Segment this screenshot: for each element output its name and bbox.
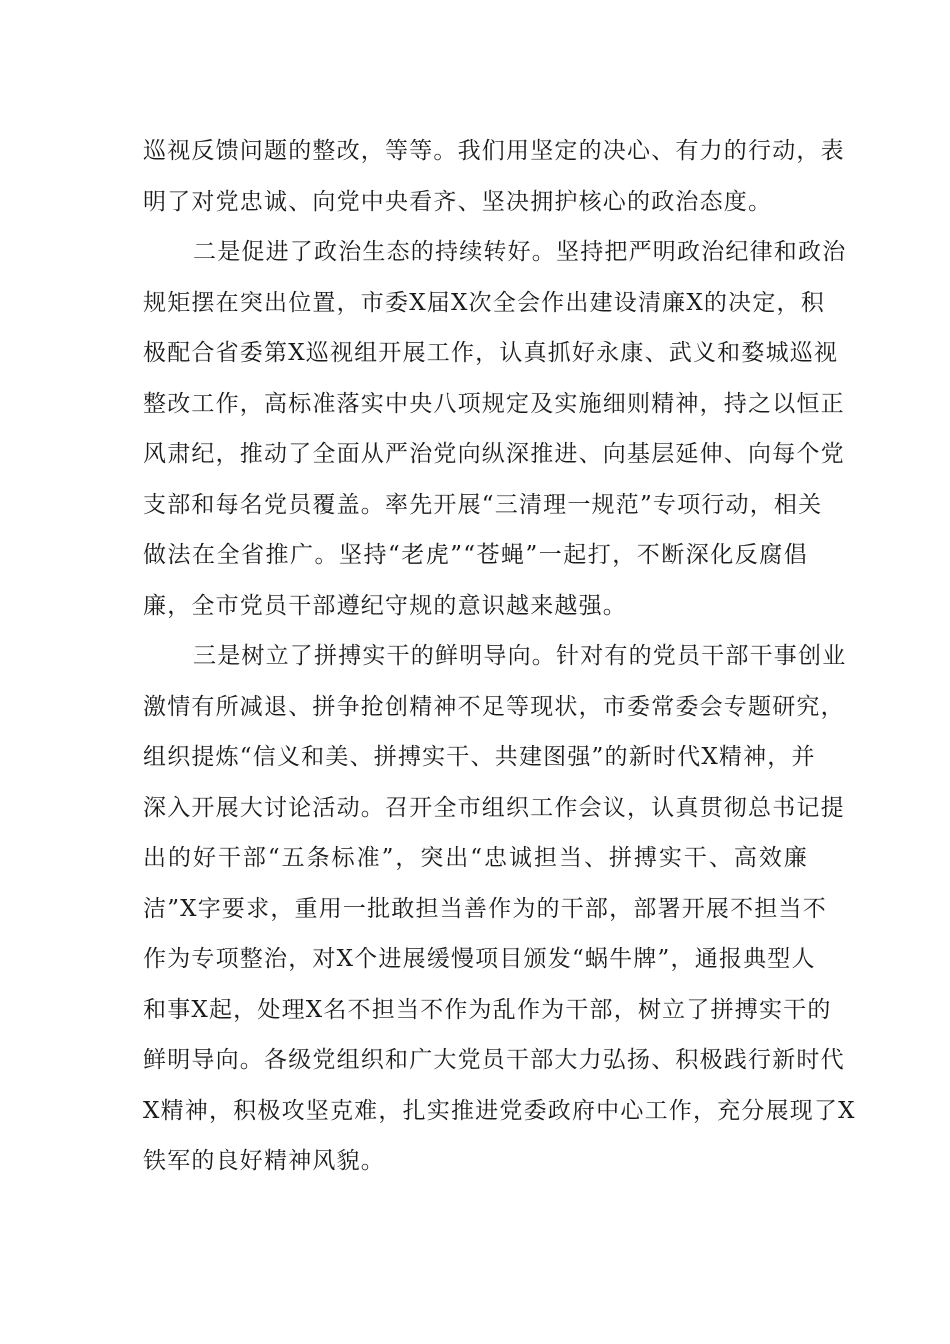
text-line: 鲜明导向。各级党组织和广大党员干部大力弘扬、积极践行新时代 — [143, 1047, 845, 1073]
text-line: 组织提炼“信义和美、拼搏实干、共建图强”的新时代X精神，并 — [143, 744, 816, 770]
document-body — [143, 126, 856, 1187]
text-line: 作为专项整治，对X个进展缓慢项目颁发“蜗牛牌”，通报典型人 — [143, 946, 816, 972]
text-line: 铁军的良好精神风貌。 — [143, 1148, 385, 1174]
text-line: 巡视反馈问题的整改，等等。我们用坚定的决心、有力的行动，表 — [143, 138, 845, 164]
text-line: X精神，积极攻坚克难，扎实推进党委政府中心工作，充分展现了X — [143, 1097, 856, 1124]
text-line: 洁”X字要求，重用一批敢担当善作为的干部，部署开展不担当不 — [143, 895, 827, 922]
paragraph-hard-work-orientation — [143, 631, 856, 1187]
text-line: 和事X起，处理X名不担当不作为乱作为干部，树立了拼搏实干的 — [143, 996, 832, 1023]
text-line: 廉，全市党员干部遵纪守规的意识越来越强。 — [143, 592, 627, 619]
text-line: 支部和每名党员覆盖。率先开展“三清理一规范”专项行动，相关 — [143, 491, 823, 518]
paragraph-continuation — [143, 126, 845, 227]
text-line: 做法在全省推广。坚持“老虎”“苍蝇”一起打，不断深化反腐倡 — [143, 542, 808, 568]
text-line: 三是树立了拼搏实干的鲜明导向。针对有的党员干部干事创业 — [193, 643, 847, 669]
text-line: 出的好干部“五条标准”，突出“忠诚担当、拼搏实干、高效廉 — [143, 845, 808, 871]
text-line: 规矩摆在突出位置，市委X届X次全会作出建设清廉X的决定，积 — [143, 289, 825, 316]
text-line: 风肃纪，推动了全面从严治党向纵深推进、向基层延伸、向每个党 — [143, 441, 845, 467]
text-line: 整改工作，高标准落实中央八项规定及实施细则精神，持之以恒正 — [143, 390, 845, 417]
paragraph-political-ecology — [143, 227, 847, 631]
text-line: 激情有所减退、拼争抢创精神不足等现状，市委常委会专题研究， — [143, 693, 845, 720]
text-line: 深入开展大讨论活动。召开全市组织工作会议，认真贯彻总书记提 — [143, 794, 845, 821]
text-line: 二是促进了政治生态的持续转好。坚持把严明政治纪律和政治 — [193, 239, 847, 265]
text-line: 极配合省委第X巡视组开展工作，认真抓好永康、武义和婺城巡视 — [143, 340, 839, 366]
text-line: 明了对党忠诚、向党中央看齐、坚决拥护核心的政治态度。 — [143, 188, 773, 215]
